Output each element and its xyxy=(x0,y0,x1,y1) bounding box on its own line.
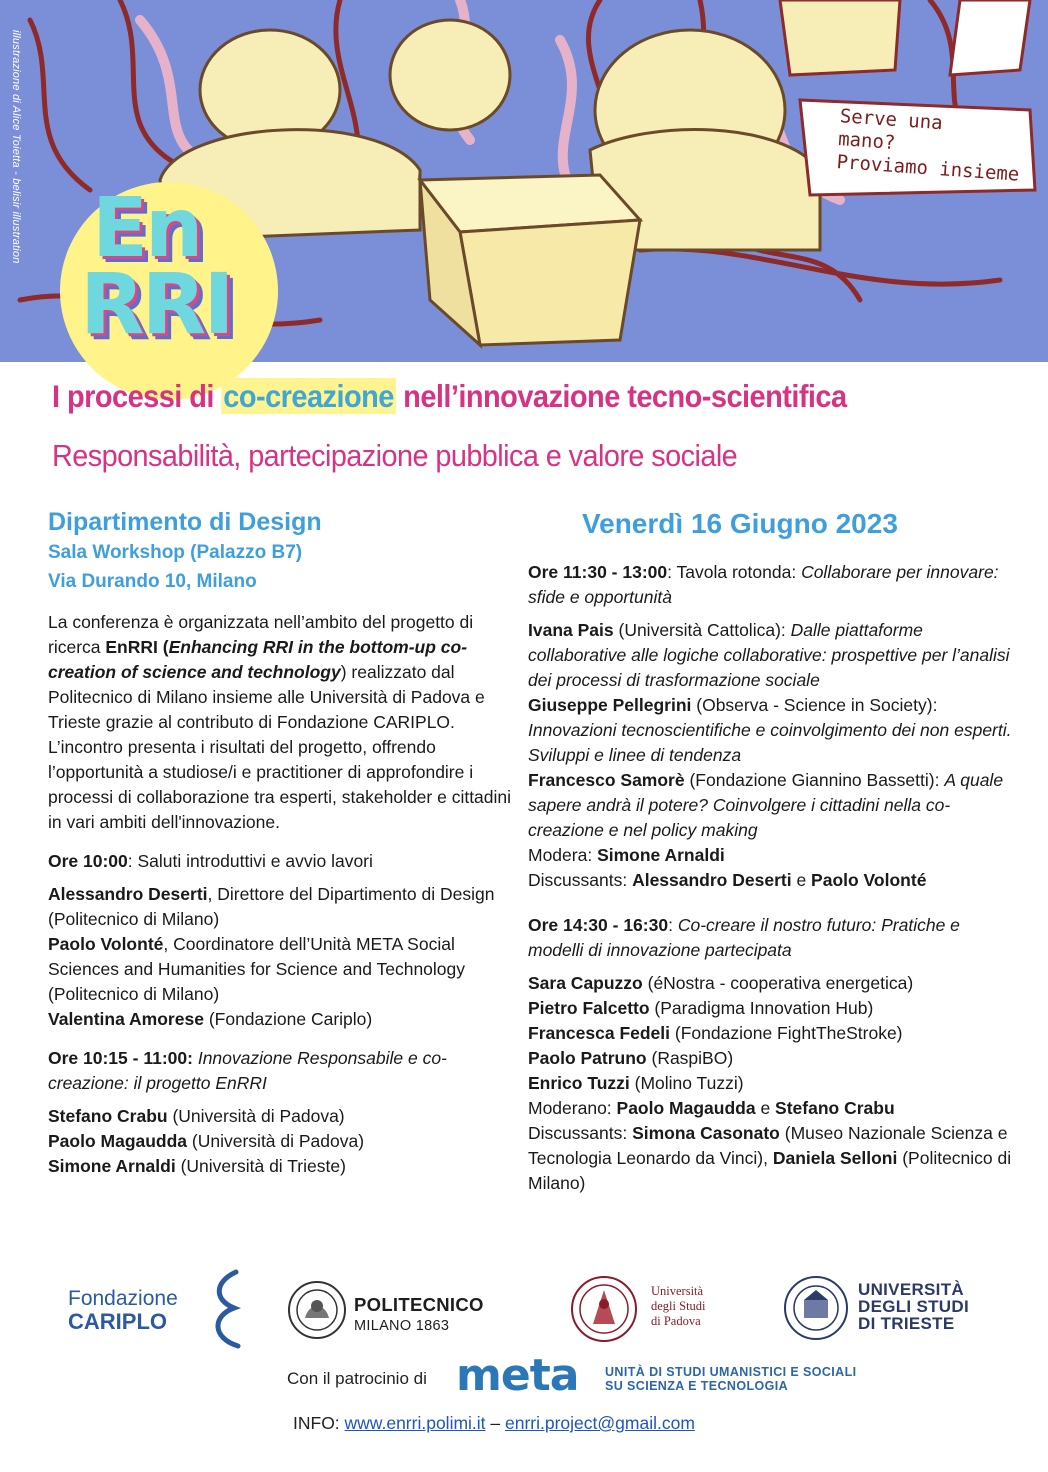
meta-description: UNITÀ DI STUDI UMANISTICI E SOCIALI SU SCIENZA E TECNOLOGIA xyxy=(605,1365,857,1393)
enrri-logo-rri: RRI xyxy=(80,255,232,353)
padova-seal-icon xyxy=(569,1274,639,1344)
speaker-item: Francesca Fedeli (Fondazione FightTheStroke) xyxy=(528,1023,903,1043)
speaker-item: Sara Capuzzo (éNostra - cooperativa energetica) xyxy=(528,973,914,993)
padova-logo: Università degli Studi di Padova xyxy=(651,1284,706,1328)
hero-illustration xyxy=(0,0,1048,362)
speech-bubble-text: Serve una mano? Proviamo insieme xyxy=(835,105,1021,186)
title-highlight: co-creazione xyxy=(223,378,394,414)
cariplo-mark-icon xyxy=(208,1268,244,1350)
session-1430: Ore 14:30 - 16:30: Co-creare il nostro futuro: Pratiche e modelli di innovazione partecipata Sara Capuzzo (éNostra - cooperativa energetica) Pietro Falcetto (Paradigma Innovation Hub) Francesca Fedeli (Fondazione FightTheStroke) Paolo Patruno (RaspiBO) Enrico Tuzzi (Molino Tuzzi) Moderano: Paolo Magaudda e Stefano Crabu Discussants: Simona Casonato (Museo Nazionale Scienza e Tecnologia Leonardo da Vinci), Daniela Selloni (Politecnico di Milano) xyxy=(528,913,1013,1196)
talk-item: Ivana Pais (Università Cattolica): Dalle piattaforme collaborative alle logiche collaborative: prospettive per l’analisi dei processi di trasformazione sociale xyxy=(528,620,1010,690)
speaker-item: Simone Arnaldi (Università di Trieste) xyxy=(48,1156,346,1176)
trieste-seal-icon xyxy=(782,1274,850,1342)
website-link[interactable]: www.enrri.polimi.it xyxy=(344,1413,486,1433)
session-1015: Ore 10:15 - 11:00: Innovazione Responsabile e co-creazione: il progetto EnRRI Stefano Crabu (Università di Padova) Paolo Magaudda (Università di Padova) Simone Arnaldi (Università di Trieste) xyxy=(48,1046,513,1179)
intro-paragraph: La conferenza è organizzata nell’ambito del progetto di ricerca EnRRI (Enhancing RRI in the bottom-up co-creation of science and technology) realizzato dal Politecnico di Milano insieme alle Università di Padova e Trieste grazie al contributo di Fondazione CARIPLO. xyxy=(48,612,485,732)
intro-paragraph-2: L’incontro presenta i risultati del progetto, offrendo l’opportunità a studiose/i e practitioner di approfondire i processi di collaborazione tra esperti, stakeholder e cittadini in vari ambiti dell'innovazione. xyxy=(48,737,512,832)
discussants-line: Discussants: Simona Casonato (Museo Nazionale Scienza e Tecnologia Leonardo da Vinci), Daniela Selloni (Politecnico di Milano) xyxy=(528,1123,1012,1193)
venue-name: Dipartimento di Design xyxy=(48,508,322,536)
speaker-item: Pietro Falcetto (Paradigma Innovation Hub) xyxy=(528,998,874,1018)
speaker-item: Stefano Crabu (Università di Padova) xyxy=(48,1106,345,1126)
meta-logo: meta xyxy=(456,1350,579,1401)
enrri-logo-en: En xyxy=(92,181,201,276)
session-1130: Ore 11:30 - 13:00: Tavola rotonda: Collaborare per innovare: sfide e opportunità Ivana Pais (Università Cattolica): Dalle piattaforme collaborative alle logiche collaborative: prospettive per l’analisi dei processi di trasformazione sociale Giuseppe Pellegrini (Observa - Science in Society): Innovazioni tecnoscientifiche e coinvolgimento dei non esperti. Sviluppi e linee di tendenza Francesco Samorè (Fondazione Giannino Bassetti): A quale sapere andrà il potere? Coinvolgere i cittadini nella co-creazione e nel policy making Modera: Simone Arnaldi Discussants: Alessandro Deserti e Paolo Volonté xyxy=(528,560,1013,893)
moderator-line: Moderano: Paolo Magaudda e Stefano Crabu xyxy=(528,1098,895,1118)
email-link[interactable]: enrri.project@gmail.com xyxy=(505,1413,695,1433)
patronage-label: Con il patrocinio di xyxy=(287,1369,427,1388)
talk-item: Francesco Samorè (Fondazione Giannino Bassetti): A quale sapere andrà il potere? Coinvolgere i cittadini nella co-creazione e nel policy making xyxy=(528,770,1004,840)
event-date: Venerdì 16 Giugno 2023 xyxy=(582,508,898,539)
session-1000: Ore 10:00: Saluti introduttivi e avvio lavori Alessandro Deserti, Direttore del Dipartimento di Design (Politecnico di Milano) Paolo Volonté, Coordinatore dell’Unità META Social Sciences and Humanities for Science and Technology (Politecnico di Milano) Valentina Amorese (Fondazione Cariplo) xyxy=(48,849,513,1032)
left-column xyxy=(48,506,513,1179)
moderator-line: Modera: Simone Arnaldi xyxy=(528,845,725,865)
discussants-line: Discussants: Alessandro Deserti e Paolo Volonté xyxy=(528,870,927,890)
talk-item: Giuseppe Pellegrini (Observa - Science in Society): Innovazioni tecnoscientifiche e coinvolgimento dei non esperti. Sviluppi e linee di tendenza xyxy=(528,695,1012,765)
right-column xyxy=(528,506,1013,1196)
info-line: INFO: www.enrri.polimi.it – enrri.project@gmail.com xyxy=(293,1413,695,1433)
speaker-item: Enrico Tuzzi (Molino Tuzzi) xyxy=(528,1073,744,1093)
page-subtitle: Responsabilità, partecipazione pubblica e valore sociale xyxy=(52,438,738,473)
speaker-item: Valentina Amorese (Fondazione Cariplo) xyxy=(48,1009,373,1029)
speaker-item: Paolo Volonté, Coordinatore dell’Unità META Social Sciences and Humanities for Science and Technology (Politecnico di Milano) xyxy=(48,934,466,1004)
polimi-logo: POLITECNICO MILANO 1863 xyxy=(354,1294,484,1334)
venue-room: Sala Workshop (Palazzo B7) xyxy=(48,542,303,563)
speaker-item: Paolo Patruno (RaspiBO) xyxy=(528,1048,734,1068)
page-title: I processi di co-creazione nell’innovazione tecno-scientifica xyxy=(52,378,847,414)
trieste-logo: UNIVERSITÀ DEGLI STUDI DI TRIESTE xyxy=(858,1280,969,1333)
illustration-credit: illustrazione di Alice Toietta - belisir illustration xyxy=(10,30,22,264)
venue-address: Via Durando 10, Milano xyxy=(48,571,257,592)
polimi-seal-icon xyxy=(287,1280,347,1340)
cariplo-logo: Fondazione CARIPLO xyxy=(68,1287,178,1334)
speaker-item: Alessandro Deserti, Direttore del Dipartimento di Design (Politecnico di Milano) xyxy=(48,884,495,929)
speaker-item: Paolo Magaudda (Università di Padova) xyxy=(48,1131,365,1151)
